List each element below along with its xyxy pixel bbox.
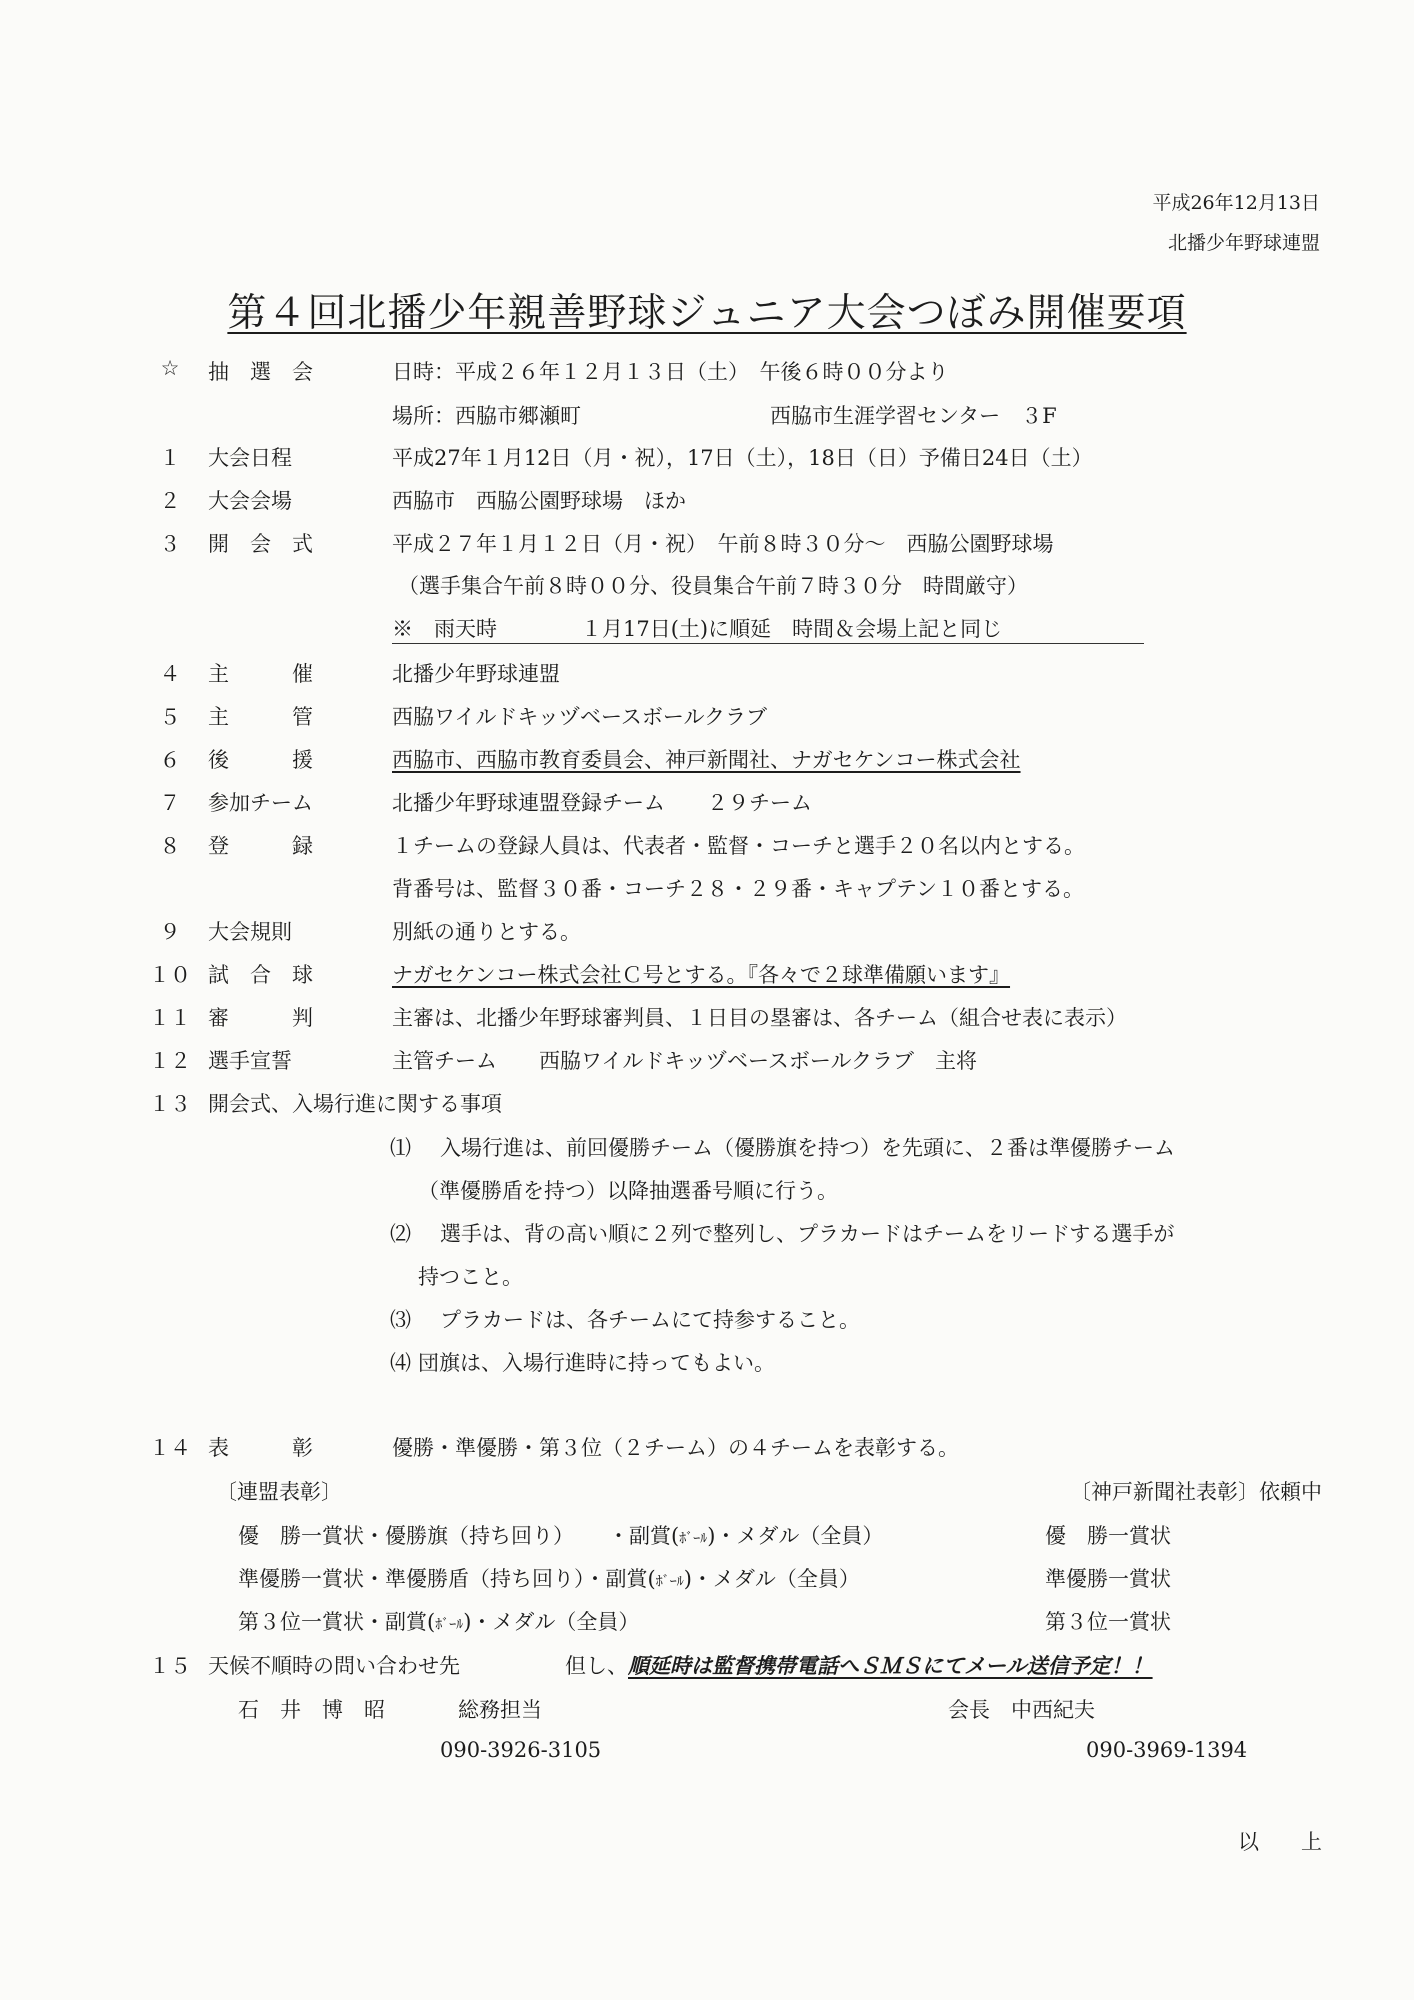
item-label: 参加チーム — [208, 791, 313, 815]
league-awards-header: 〔連盟表彰〕 — [216, 1480, 342, 1504]
item-text: 西脇ワイルドキッヅベースボールクラブ — [392, 705, 768, 729]
item-label: 登 録 — [208, 834, 313, 858]
item-number: １４ — [149, 1436, 191, 1460]
item-text: 西脇市、西脇市教育委員会、神戸新聞社、ナガセケンコー株式会社 — [392, 748, 1021, 772]
ball-text: ﾎﾞｰﾙ — [679, 1531, 708, 1547]
draw-label: 抽 選 会 — [208, 360, 313, 384]
item-text: 平成27年１月12日（月・祝），17日（土），18日（日）予備日24日（土） — [392, 446, 1093, 470]
postpone-note — [565, 1650, 1153, 1680]
item-label: 大会日程 — [208, 446, 292, 470]
draw-mark: ☆ — [160, 356, 180, 380]
procession-text: 選手は、背の高い順に２列で整列し、プラカードはチームをリードする選手が — [440, 1222, 1175, 1246]
item-text: 別紙の通りとする。 — [392, 920, 581, 944]
item-subtext: （選手集合午前８時００分、役員集合午前７時３０分 時間厳守） — [398, 574, 1028, 598]
kobe-award: 優 勝一賞状 — [1045, 1524, 1171, 1548]
award-medal: )・メダル（全員） — [683, 1567, 860, 1591]
item-label: 主 管 — [208, 705, 313, 729]
award-extra: ・副賞( — [584, 1567, 656, 1591]
item-text: １チームの登録人員は、代表者・監督・コーチと選手２０名以内とする。 — [392, 834, 1085, 858]
item-label: 天候不順時の問い合わせ先 — [208, 1654, 460, 1678]
procession-text: 団旗は、入場行進時に持ってもよい。 — [418, 1351, 775, 1375]
item-number: １１ — [149, 1006, 191, 1030]
procession-mark: ⑴ — [390, 1136, 411, 1160]
award-row — [238, 1563, 860, 1593]
award-row — [238, 1520, 883, 1550]
item-number: ９ — [159, 920, 181, 944]
item-label: 主 催 — [208, 662, 313, 686]
item-text: 主管チーム 西脇ワイルドキッヅベースボールクラブ 主将 — [392, 1049, 978, 1073]
item-text: 主審は、北播少年野球審判員、１日目の塁審は、各チーム（組合せ表に表示） — [392, 1006, 1127, 1030]
item-label: 大会規則 — [208, 920, 292, 944]
procession-text: （準優勝盾を持つ）以降抽選番号順に行う。 — [418, 1179, 838, 1203]
item-number: ５ — [159, 705, 181, 729]
award-main: 準優勝一賞状・準優勝盾（持ち回り） — [238, 1567, 585, 1591]
item-label: 大会会場 — [208, 489, 292, 513]
item-label: 選手宣誓 — [208, 1049, 292, 1073]
procession-mark: ⑷ — [390, 1351, 411, 1375]
kobe-awards-header: 〔神戸新聞社表彰〕依頼中 — [1070, 1480, 1322, 1504]
item-number: ２ — [159, 489, 181, 513]
postpone-note-text: 順延時は監督携帯電話へＳＭＳにてメール送信予定！！ — [628, 1653, 1153, 1678]
contact-phone: 090-3926-3105 — [440, 1738, 602, 1762]
item-text: 北播少年野球連盟 — [392, 662, 560, 686]
award-main: 優 勝一賞状・優勝旗（持ち回り） — [238, 1524, 574, 1548]
rain-notice: ※ 雨天時 １月17日(土)に順延 時間＆会場上記と同じ — [392, 613, 1144, 644]
procession-text: プラカードは、各チームにて持参すること。 — [440, 1308, 860, 1332]
item-number: １５ — [149, 1654, 191, 1678]
procession-mark: ⑶ — [390, 1308, 411, 1332]
procession-text: 持つこと。 — [418, 1265, 523, 1289]
draw-venue: 西脇市生涯学習センター ３F — [770, 404, 1057, 428]
draw-datetime: 日時：平成２６年１２月１３日（土） 午後６時００分より — [392, 360, 949, 384]
draw-place: 場所：西脇市郷瀬町 — [392, 404, 581, 428]
ball-text: ﾎﾞｰﾙ — [655, 1574, 684, 1590]
item-number: ３ — [159, 532, 181, 556]
kobe-award: 第３位一賞状 — [1045, 1610, 1171, 1634]
item-text: 優勝・準優勝・第３位（２チーム）の４チームを表彰する。 — [392, 1436, 959, 1460]
procession-text: 入場行進は、前回優勝チーム（優勝旗を持つ）を先頭に、２番は準優勝チーム — [440, 1136, 1175, 1160]
item-label: 表 彰 — [208, 1436, 313, 1460]
procession-mark: ⑵ — [390, 1222, 411, 1246]
award-medal: )・メダル（全員） — [463, 1610, 640, 1634]
item-text: 北播少年野球連盟登録チーム ２９チーム — [392, 791, 812, 815]
award-extra: ・副賞( — [608, 1524, 680, 1548]
document-title: 第４回北播少年親善野球ジュニア大会つぼみ開催要項 — [227, 291, 1187, 336]
item-label: 審 判 — [208, 1006, 313, 1030]
item-label: 開 会 式 — [208, 532, 313, 556]
postpone-note-prefix: 但し、 — [565, 1654, 628, 1678]
item-label: 後 援 — [208, 748, 313, 772]
item-number: １０ — [149, 963, 191, 987]
item-number: ４ — [159, 662, 181, 686]
contact-role: 総務担当 — [458, 1698, 542, 1722]
closing-mark: 以 上 — [1238, 1830, 1322, 1854]
award-medal: )・メダル（全員） — [707, 1524, 884, 1548]
item-text: 西脇市 西脇公園野球場 ほか — [392, 489, 686, 513]
item-label: 開会式、入場行進に関する事項 — [208, 1092, 502, 1116]
item-number: １ — [159, 446, 181, 470]
item-number: ６ — [159, 748, 181, 772]
item-number: １２ — [149, 1049, 191, 1073]
contact-name: 石 井 博 昭 — [238, 1698, 385, 1722]
ball-text: ﾎﾞｰﾙ — [435, 1617, 464, 1633]
item-number: １３ — [149, 1092, 191, 1116]
issuing-organization: 北播少年野球連盟 — [1167, 232, 1320, 254]
item-subtext: 背番号は、監督３０番・コーチ２８・２９番・キャプテン１０番とする。 — [392, 877, 1084, 901]
document-date: 平成26年12月13日 — [1152, 192, 1320, 214]
item-number: ７ — [159, 791, 181, 815]
item-text: ナガセケンコー株式会社Ｃ号とする。『各々で２球準備願います』 — [392, 963, 1011, 987]
award-main: 第３位一賞状・副賞( — [238, 1610, 436, 1634]
award-row — [238, 1606, 639, 1636]
kobe-award: 準優勝一賞状 — [1045, 1567, 1171, 1591]
item-text: 平成２７年１月１２日（月・祝） 午前８時３０分～ 西脇公園野球場 — [392, 532, 1054, 556]
item-label: 試 合 球 — [208, 963, 313, 987]
chairman-phone: 090-3969-1394 — [1086, 1738, 1248, 1762]
item-number: ８ — [159, 834, 181, 858]
chairman-name: 会長 中西紀夫 — [948, 1698, 1095, 1722]
